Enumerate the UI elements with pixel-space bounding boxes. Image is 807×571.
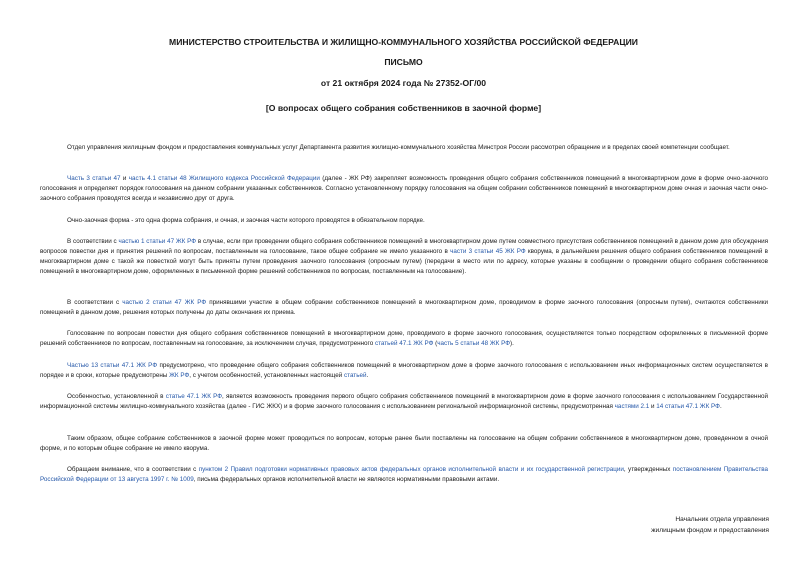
link-part4-1-art48-housing-code[interactable]: часть 4.1 статьи 48 Жилищного кодекса Российской Федерации xyxy=(128,175,320,182)
link-part3-art45[interactable]: части 3 статьи 45 ЖК РФ xyxy=(450,248,526,256)
paragraph-9 xyxy=(40,434,768,454)
paragraph-text: В соответствии с xyxy=(67,238,119,245)
ministry-title: МИНИСТЕРСТВО СТРОИТЕЛЬСТВА И ЖИЛИЩНО-КОММУНАЛЬНОГО ХОЗЯЙСТВА РОССИЙСКОЙ ФЕДЕРАЦИИ xyxy=(169,37,638,47)
paragraph-text: , письма федеральных органов исполнительной власти не являются нормативными правовыми актами. xyxy=(193,476,500,484)
paragraph-text: и xyxy=(120,175,129,182)
link-part1-art47[interactable]: частью 1 статьи 47 ЖК РФ xyxy=(118,238,197,245)
paragraph-text: кворума, в дальнейшем решения общего собрания собственников помещений в многоквартирном доме с такой же повесткой могут быть приняты путем проведения заочного голосования (опросным путем) (передачи в место или по адресу, которые указаны в сообщении о проведении общего собрания собственников помещений в многоквартирном доме, оформленных в письменной форме решений собственников по вопросам, поставленным на голосование). xyxy=(40,248,768,276)
link-government-decree-1009[interactable]: постановлением Правительства Российской Федерации от 13 августа 1997 г. № 1009 xyxy=(40,466,769,484)
paragraph-text: в случае, если при проведении общего собрания собственников помещений в многоквартирном доме путем совместного присутствия собственников помещений в данном доме для обсуждения вопросов повестки дня и принятия решений по вопросам, поставленным на голосование, такое общее собрание не имело указанного в xyxy=(40,238,768,256)
paragraph-text: Голосование по вопросам повестки дня общего собрания собственников помещений в многоквартирном доме, проводимого в форме заочного голосования, осуществляется только посредством оформленных в письменной форме решений собственников по вопросам, поставленным на голосование, за исключением случая, предусмотренного xyxy=(40,330,768,348)
signature-line-2: жилищным фондом и предоставления xyxy=(651,527,769,534)
paragraph-text: и xyxy=(649,403,657,411)
link-art47-1[interactable]: статье 47.1 ЖК РФ xyxy=(165,393,222,400)
document-subject: [О вопросах общего собрания собственников в заочной форме] xyxy=(265,103,542,113)
paragraph-text: . xyxy=(719,403,722,411)
paragraph-text: В соответствии с xyxy=(67,299,123,306)
paragraph-text: , утвержденных xyxy=(623,466,673,473)
document-type: ПИСЬМО xyxy=(384,57,423,67)
paragraph-text: ( xyxy=(433,340,438,348)
signature-line-1: Начальник отдела управления xyxy=(675,516,769,523)
paragraph-4 xyxy=(40,237,768,277)
paragraph-5 xyxy=(40,298,768,318)
signature-block xyxy=(651,514,769,536)
paragraph-6 xyxy=(40,329,768,349)
paragraph-text: принявшими участие в общем собрании собственников помещений в многоквартирном доме, проводимом в форме заочного голосования (опросным путем), считаются собственники помещений в данном доме, решения которых получены до даты окончания их приема. xyxy=(40,299,769,317)
paragraph-text: Отдел управления жилищным фондом и предоставления коммунальных услуг Департамента развития жилищно-коммунального хозяйства Минстроя России рассмотрел обращение и в пределах своей компетенции сообщает. xyxy=(67,144,730,151)
link-art47-1[interactable]: статьей 47.1 ЖК РФ xyxy=(374,340,434,348)
link-part14-art47-1[interactable]: 14 статьи 47.1 ЖК РФ xyxy=(656,403,720,411)
link-part5-art48[interactable]: часть 5 статьи 48 ЖК РФ xyxy=(437,340,510,348)
paragraph-text: Особенностью, установленной в xyxy=(67,393,166,400)
paragraph-2 xyxy=(40,174,768,204)
paragraph-10 xyxy=(40,465,768,485)
paragraph-1 xyxy=(40,143,768,153)
link-part2-art47[interactable]: частью 2 статьи 47 ЖК РФ xyxy=(122,299,207,306)
link-article[interactable]: статьей xyxy=(343,372,367,380)
link-part3-art47[interactable]: Часть 3 статьи 47 xyxy=(67,175,121,182)
paragraph-text: , является возможность проведения первого общего собрания собственников помещений в многоквартирном доме в форме заочного голосования с использованием Государственной информационной системы жилищно-коммунального хозяйства (далее - ГИС ЖКХ) и в форме заочного голосования с использованием региональной информационной системы, предусмотренная xyxy=(40,393,768,411)
paragraph-text: (далее - ЖК РФ) закрепляет возможность проведения общего собрания собственников помещений в многоквартирном доме в форме очно-заочного голосования и определяет порядок голосования на данном собрании указанных собственников. Согласно установленному порядку голосования на общем собрании собственников помещений в многоквартирном доме очная и заочная части очно-заочного собрания проводятся всегда и независимо друг от друга. xyxy=(40,175,768,203)
paragraph-3 xyxy=(40,216,768,226)
document-date-number: от 21 октября 2024 года № 27352-ОГ/00 xyxy=(320,78,487,88)
link-parts2-1[interactable]: частями 2.1 xyxy=(614,403,650,411)
link-rules-clause2[interactable]: пунктом 2 Правил подготовки нормативных правовых актов федеральных органов исполнительной власти и их государственной регистрации xyxy=(198,466,624,473)
paragraph-8 xyxy=(40,392,768,412)
paragraph-7 xyxy=(40,361,768,381)
paragraph-text: Таким образом, общее собрание собственников в заочной форме может проводиться по вопросам, которые ранее были поставлены на голосование на общем собрании собственников в многоквартирном доме, проведенном в очной форме, и по которым общее собрание не имело кворума. xyxy=(40,435,768,453)
link-housing-code[interactable]: ЖК РФ xyxy=(169,372,190,380)
paragraph-text: . xyxy=(366,372,369,380)
paragraph-text: предусмотрено, что проведение общего собрания собственников помещений в многоквартирном доме в форме заочного голосования с использованием иных информационных систем осуществляется в порядке и в сроки, которые предусмотрены xyxy=(40,362,768,380)
paragraph-text: ). xyxy=(510,340,514,348)
paragraph-text: Очно-заочная форма - это одна форма собрания, и очная, и заочная части которого проводятся в обязательном порядке. xyxy=(67,217,425,224)
link-part13-art47-1[interactable]: Частью 13 статьи 47.1 ЖК РФ xyxy=(67,362,158,369)
paragraph-text: , с учетом особенностей, установленных настоящей xyxy=(189,372,344,380)
paragraph-text: Обращаем внимание, что в соответствии с xyxy=(67,466,199,473)
